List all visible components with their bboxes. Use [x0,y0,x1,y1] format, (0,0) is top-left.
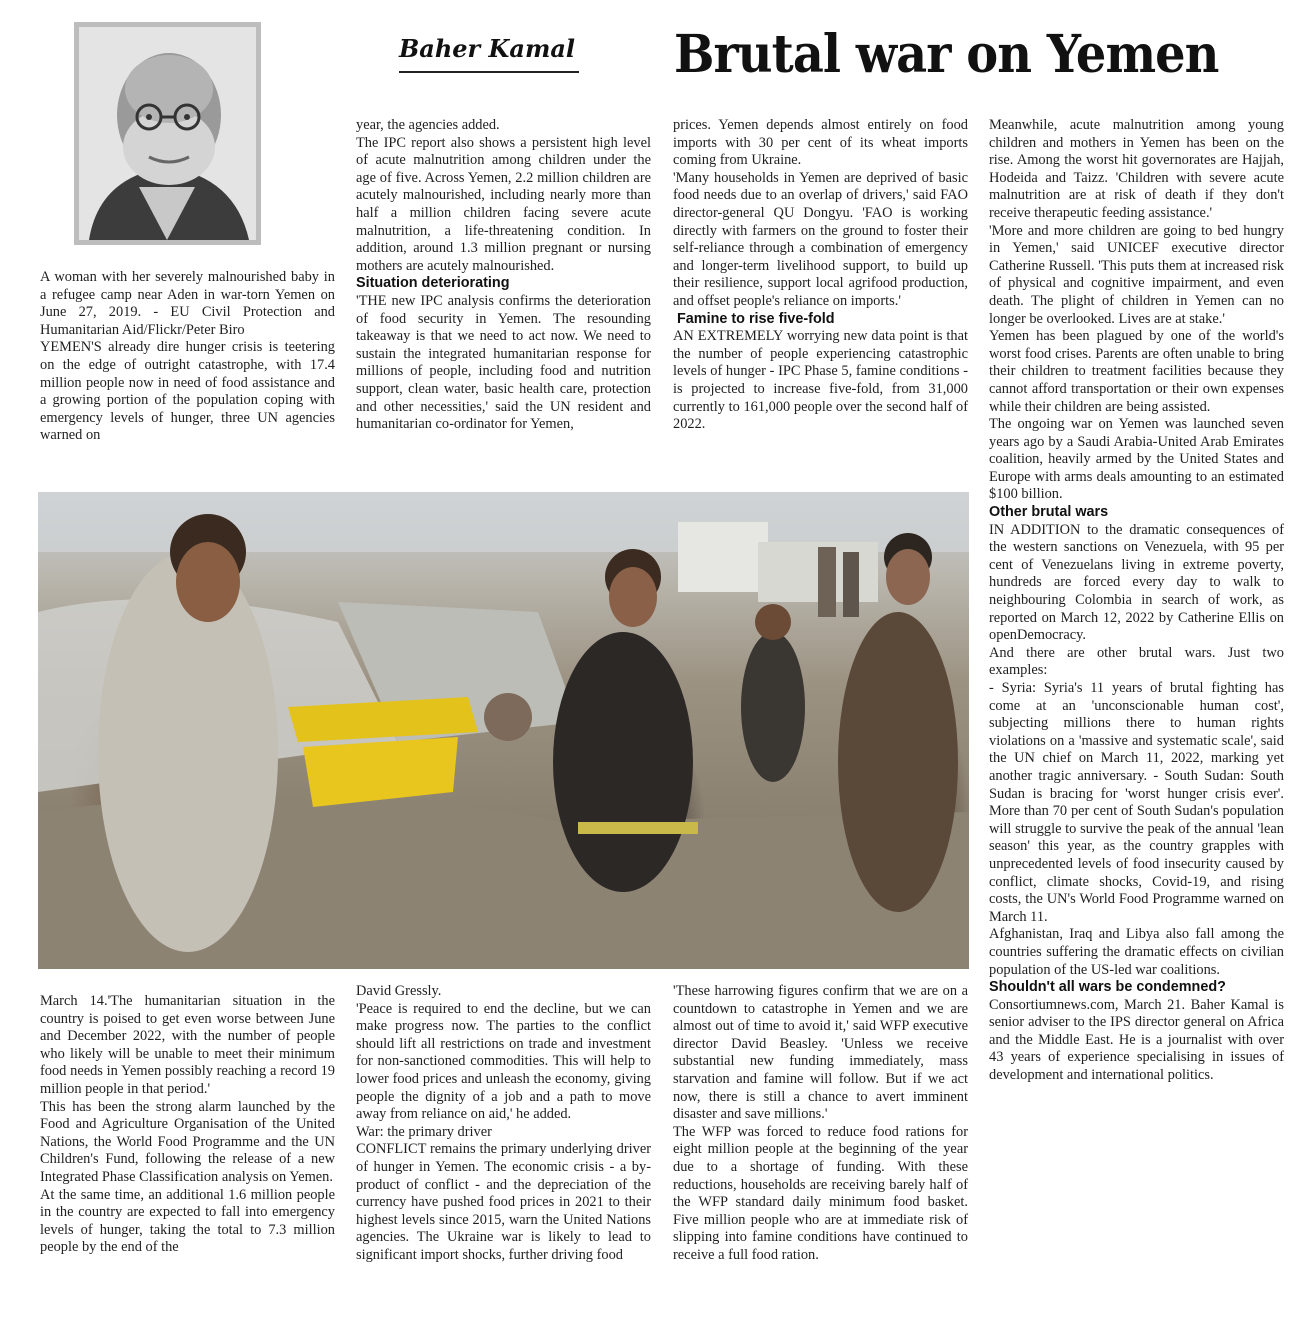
column-4 [989,117,1284,1085]
paragraph: CONFLICT remains the primary underlying driver of hunger in Yemen. The economic crisis - a by-product of conflict - and the depreciation of the currency have pushed food prices in 2021 to their highest levels since 2015, warn the United Nations agencies. The Ukraine war is likely to lead to significant import shocks, further driving food [356,1141,651,1263]
column-1-top [40,269,335,445]
rescue-scene-photo-icon [38,492,969,969]
paragraph: AN EXTREMELY worrying new data point is that the number of people experiencing catastrophic levels of hunger - IPC Phase 5, famine conditions - is projected to increase five-fold, from 31,000 currently to 161,000 people over the second half of 2022. [673,328,968,433]
paragraph: IN ADDITION to the dramatic consequences of the western sanctions on Venezuela, with 95 per cent of Venezuelans living in extreme poverty, hundreds are forced every day to walk to neighbouring Colombia in search of work, as reported on March 12, 2022 by Catherine Ellis on openDemocracy. [989,521,1284,644]
paragraph: 'Peace is required to end the decline, but we can make progress now. The parties to the conflict should lift all restrictions on trade and investment for non-sanctioned commodities. This will help to lower food prices and unleash the economy, giving people the dignity of a job and a path to move away from reliance on aid,' he added. [356,1000,651,1123]
photo-caption: A woman with her severely malnourished baby in a refugee camp near Aden in war-torn Yemen on June 27, 2019. - EU Civil Protection and Humanitarian Aid/Flickr/Peter Biro [40,269,335,338]
headline: Brutal war on Yemen [674,24,1219,85]
paragraph: This has been the strong alarm launched by the Food and Agriculture Organisation of the United Nations, the World Food Programme and the UN Children's Fund, following the release of a new Integrated Phase Classification analysis on Yemen. [40,1098,335,1185]
paragraph: And there are other brutal wars. Just two examples: [989,644,1284,679]
paragraph: At the same time, an additional 1.6 million people in the country are expected to fall into emergency levels of hunger, taking the total to 7.3 million people by the end of the [40,1186,335,1256]
paragraph: War: the primary driver [356,1123,492,1140]
column-2-bottom [356,983,651,1265]
column-2-top [356,117,651,434]
paragraph: year, the agencies added. [356,117,500,133]
paragraph: 'THE new IPC analysis confirms the deterioration of food security in Yemen. The resounding takeaway is that we need to act now. We need to sustain the integrated humanitarian response for millions of people, including food and nutrition support, clean water, basic health care, protection and other necessities,' said the UN resident and humanitarian co-ordinator for Yemen, [356,292,651,433]
subheading: Shouldn't all wars be condemned? [989,979,1226,996]
paragraph: 'Many households in Yemen are deprived of basic food needs due to an overlap of drivers,' said FAO director-general QU Dongyu. 'FAO is working directly with farmers on the ground to foster their self-reliance through a combination of emergency and longer-term livelihood support, to build up their resilience, support local agrifood production, and offset people's reliance on imports.' [673,169,968,309]
author-photo [74,22,261,245]
paragraph: Consortiumnews.com, March 21. Baher Kamal is senior adviser to the IPS director general on Africa and the Middle East. He is a journalist with over 43 years of experience specialising in issues of development and international politics. [989,996,1284,1084]
paragraph: March 14.'The humanitarian situation in the country is poised to get even worse between June and December 2022, with the number of people who likely will be unable to meet their minimum food needs in Yemen possibly reaching a record 19 million people in that period.' [40,993,335,1097]
paragraph: prices. Yemen depends almost entirely on food imports with 30 per cent of its wheat imports coming from Ukraine. [673,117,968,169]
column-3-bottom [673,983,968,1265]
paragraph: The IPC report also shows a persistent high level of acute malnutrition among children under the age of five. Across Yemen, 2.2 million children are acutely malnourished, including nearly more than half a million children facing severe acute malnutrition, a life-threatening condition. In addition, around 1.3 million pregnant or nursing mothers are acutely malnourished. [356,134,651,274]
paragraph: - Syria: Syria's 11 years of brutal fighting has come at an 'unconscionable human cost', subjecting millions there to human rights violations on a 'massive and systematic scale', said the UN chief on March 11, 2022, marking yet another tragic anniversary. - South Sudan: South Sudan is bracing for 'worst hunger crisis ever'. More than 70 per cent of South Sudan's population will struggle to survive the peak of the annual 'lean season' this year, as the country grapples with unprecedented levels of food insecurity caused by conflict, climate shocks, Covid-19, and rising costs, the UN's World Food Programme warned on March 11. [989,680,1284,925]
byline-rule [399,71,579,73]
column-3-top [673,117,968,434]
subheading: Other brutal wars [989,504,1109,521]
paragraph: Meanwhile, acute malnutrition among young children and mothers in Yemen has been on the rise. Among the worst hit governorates are Hajjah, Hodeida and Taizz. 'Children with severe acute malnutrition are at risk of death if they don't receive therapeutic feeding assistance.' [989,117,1284,221]
paragraph: Yemen has been plagued by one of the world's worst food crises. Parents are often unable to bring their children to treatment facilities because they cannot afford transportation or their own expenses while their children are being assisted. [989,328,1284,415]
column-1-bottom [40,993,335,1257]
paragraph: 'More and more children are going to bed hungry in Yemen,' said UNICEF executive director Catherine Russell. 'This puts them at increased risk of physical and cognitive impairment, and even death. The plight of children in Yemen can no longer be overlooked. Lives are at stake.' [989,222,1284,327]
paragraph: 'These harrowing figures confirm that we are on a countdown to catastrophe in Yemen and we are almost out of time to avoid it,' said WFP executive director David Beasley. 'Unless we receive substantial new funding immediately, mass starvation and famine will follow. But if we act now, there is still a chance to avert imminent disaster and save millions.' [673,983,968,1123]
paragraph: YEMEN'S already dire hunger crisis is teetering on the edge of outright catastrophe, with 17.4 million people now in need of food assistance and a growing portion of the population coping with emergency levels of hunger, three UN agencies warned on [40,339,335,444]
paragraph: The ongoing war on Yemen was launched seven years ago by a Saudi Arabia-United Arab Emirates coalition, heavily armed by the United States and Europe with arms deals amounting to an estimated $100 billion. [989,416,1284,503]
subheading: Famine to rise five-fold [677,310,835,327]
main-photo [38,492,969,969]
byline: Baher Kamal [399,34,576,63]
paragraph: The WFP was forced to reduce food rations for eight million people at the beginning of the year due to a shortage of funding. With these reductions, households are receiving barely half of the WFP standard daily minimum food basket. Five million people who are at immediate risk of slipping into famine conditions have continued to receive a full food ration. [673,1123,968,1263]
paragraph: David Gressly. [356,983,442,999]
author-portrait-icon [79,27,256,240]
subheading: Situation deteriorating [356,275,510,292]
paragraph: Afghanistan, Iraq and Libya also fall among the countries suffering the dramatic effects on civilian population of the US-led war coalitions. [989,926,1284,978]
